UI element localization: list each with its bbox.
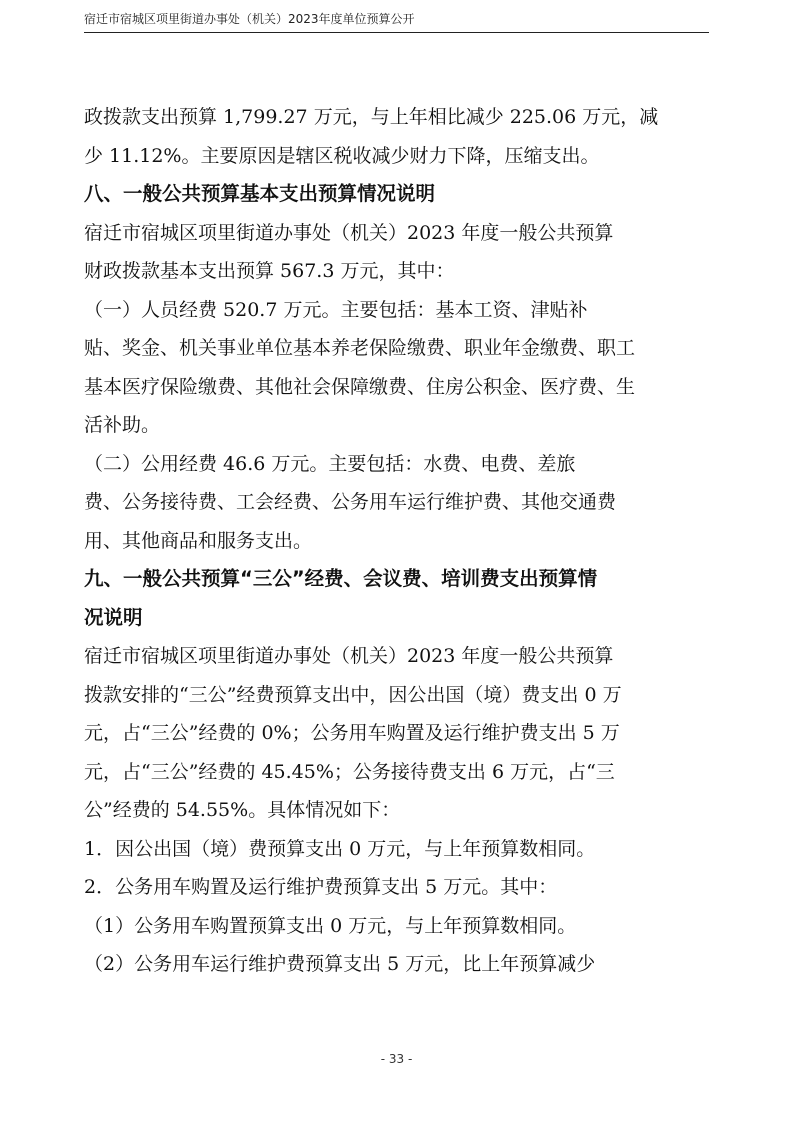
body-line: （1）公务用车购置预算支出 0 万元，与上年预算数相同。 <box>84 914 577 937</box>
body-line: 拨款安排的“三公”经费预算支出中，因公出国（境）费支出 0 万 <box>84 683 622 706</box>
body-line: 活补助。 <box>84 414 161 436</box>
body-line: 财政拨款基本支出预算 567.3 万元，其中： <box>84 260 455 282</box>
body-line: 元，占“三公”经费的 45.45%；公务接待费支出 6 万元，占“三 <box>84 760 615 783</box>
body-line: （一）人员经费 520.7 万元。主要包括：基本工资、津贴补 <box>84 298 588 321</box>
page-number: - 33 - <box>380 1052 413 1066</box>
header-title: 宿迁市宿城区项里街道办事处（机关）2023年度单位预算公开 <box>84 12 415 26</box>
body-line: 费、公务接待费、工会经费、公务用车运行维护费、其他交通费 <box>84 491 617 513</box>
body-line: 公”经费的 54.55%。具体情况如下： <box>84 799 401 821</box>
body-line: （2）公务用车运行维护费预算支出 5 万元，比上年预算减少 <box>84 953 596 975</box>
section-heading: 九、一般公共预算“三公”经费、会议费、培训费支出预算情 <box>84 567 598 590</box>
body-line: （二）公用经费 46.6 万元。主要包括：水费、电费、差旅 <box>84 452 576 475</box>
body-line: 宿迁市宿城区项里街道办事处（机关）2023 年度一般公共预算 <box>84 221 614 244</box>
body-line: 少 11.12%。主要原因是辖区税收减少财力下降，压缩支出。 <box>84 144 600 167</box>
body-line: 宿迁市宿城区项里街道办事处（机关）2023 年度一般公共预算 <box>84 645 614 667</box>
body-line: 基本医疗保险缴费、其他社会保障缴费、住房公积金、医疗费、生 <box>84 375 636 398</box>
section-heading: 况说明 <box>84 605 143 629</box>
page-header <box>84 10 709 33</box>
body-line: 贴、奖金、机关事业单位基本养老保险缴费、职业年金缴费、职工 <box>84 337 636 359</box>
body-line: 政拨款支出预算 1,799.27 万元，与上年相比减少 225.06 万元，减 <box>84 106 659 128</box>
document-body <box>84 98 710 984</box>
section-heading: 八、一般公共预算基本支出预算情况说明 <box>84 182 436 205</box>
body-line: 2．公务用车购置及运行维护费预算支出 5 万元。其中： <box>84 876 558 898</box>
body-line: 1．因公出国（境）费预算支出 0 万元，与上年预算数相同。 <box>84 837 596 860</box>
body-line: 元，占“三公”经费的 0%；公务用车购置及运行维护费支出 5 万 <box>84 722 620 744</box>
body-line: 用、其他商品和服务支出。 <box>84 529 313 552</box>
page-footer <box>0 1052 793 1066</box>
